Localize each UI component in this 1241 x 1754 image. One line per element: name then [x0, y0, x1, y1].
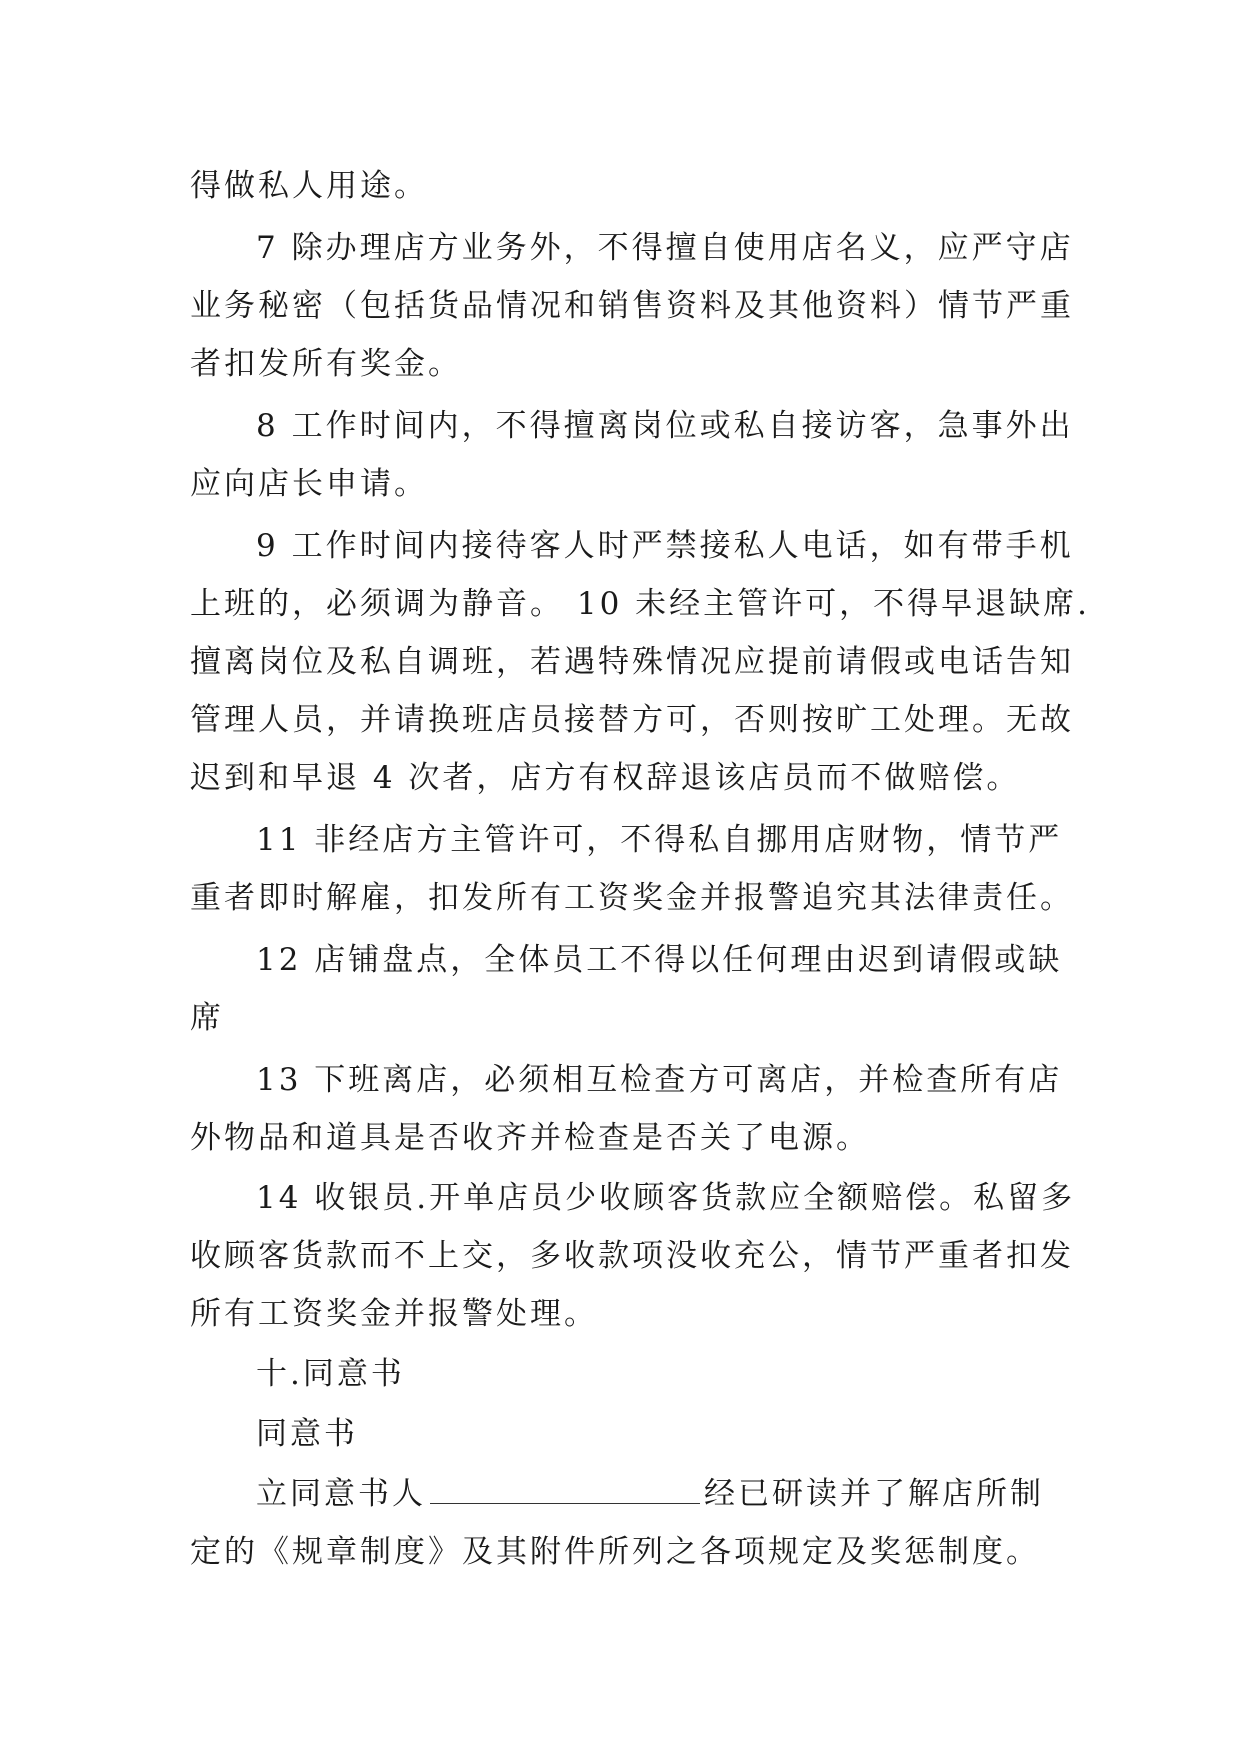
text-line: 7 除办理店方业务外，不得擅自使用店名义，应严守店	[256, 230, 1074, 266]
text-line: 13 下班离店，必须相互检查方可离店，并检查所有店	[256, 1062, 1063, 1098]
text-line: 上班的，必须调为静音。 10 未经主管许可，不得早退缺席.	[190, 586, 1091, 622]
paragraph-6-continued	[190, 157, 1060, 215]
paragraph-rule-13	[190, 1051, 1063, 1167]
consent-signer-label: 立同意书人	[256, 1476, 426, 1512]
text-line: 收顾客货款而不上交，多收款项没收充公，情节严重者扣发	[190, 1238, 1074, 1274]
consent-title: 同意书	[256, 1416, 358, 1452]
paragraph-rule-11	[190, 811, 1074, 927]
document-body	[190, 157, 1091, 1583]
text-line: 所有工资奖金并报警处理。	[190, 1296, 598, 1332]
consent-text-fragment: 经已研读并了解店所制	[704, 1476, 1044, 1512]
text-line: 管理人员，并请换班店员接替方可，否则按旷工处理。无故	[190, 702, 1074, 738]
consent-statement	[190, 1465, 1060, 1581]
text-line: 得做私人用途。	[190, 168, 428, 204]
text-line: 定的《规章制度》及其附件所列之各项规定及奖惩制度。	[190, 1534, 1040, 1570]
paragraph-rule-8	[190, 397, 1074, 513]
text-line: 擅离岗位及私自调班，若遇特殊情况应提前请假或电话告知	[190, 644, 1074, 680]
paragraph-rule-7	[190, 219, 1074, 393]
text-line: 9 工作时间内接待客人时严禁接私人电话，如有带手机	[256, 528, 1074, 564]
paragraph-rule-9-10	[190, 517, 1091, 807]
paragraph-rule-12	[190, 931, 1063, 1047]
paragraph-rule-14	[190, 1169, 1076, 1343]
consent-title-block	[190, 1405, 1060, 1463]
section-heading-consent	[190, 1345, 1060, 1403]
text-line: 席	[190, 1000, 224, 1036]
text-line: 外物品和道具是否收齐并检查是否关了电源。	[190, 1120, 870, 1156]
text-line: 8 工作时间内，不得擅离岗位或私自接访客，急事外出	[256, 408, 1074, 444]
text-line: 者扣发所有奖金。	[190, 346, 462, 382]
text-line: 11 非经店方主管许可，不得私自挪用店财物，情节严	[256, 822, 1063, 858]
signer-name-blank[interactable]	[430, 1467, 700, 1504]
text-line: 业务秘密（包括货品情况和销售资料及其他资料）情节严重	[190, 288, 1074, 324]
text-line: 12 店铺盘点，全体员工不得以任何理由迟到请假或缺	[256, 942, 1063, 978]
text-line: 重者即时解雇，扣发所有工资奖金并报警追究其法律责任。	[190, 880, 1074, 916]
text-line: 应向店长申请。	[190, 466, 428, 502]
text-line: 迟到和早退 4 次者，店方有权辞退该店员而不做赔偿。	[190, 760, 1021, 796]
text-line	[190, 1465, 1060, 1523]
section-title: 十.同意书	[256, 1356, 405, 1392]
text-line: 14 收银员.开单店员少收顾客货款应全额赔偿。私留多	[256, 1180, 1076, 1216]
